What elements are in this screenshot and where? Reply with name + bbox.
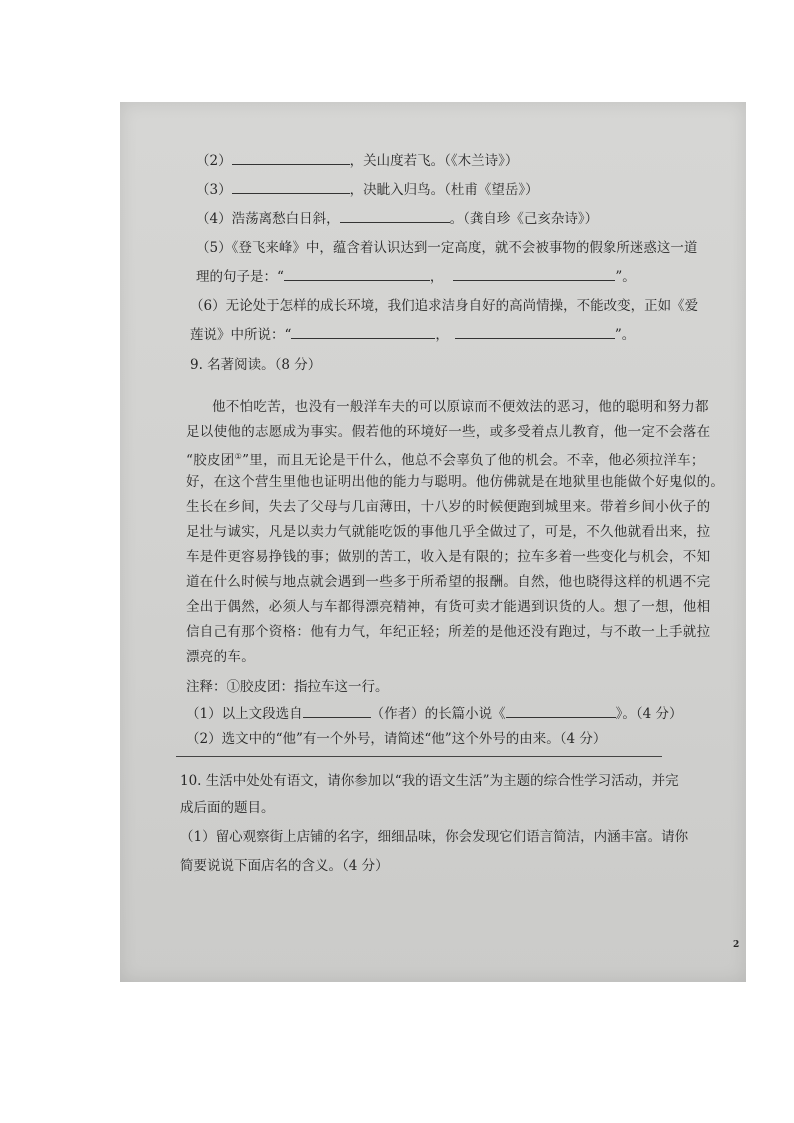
q4-tail: 。（龚自珍《己亥杂诗》） xyxy=(449,211,599,227)
author-blank[interactable] xyxy=(303,705,371,718)
q10-sub1-line-1: （1）留心观察街上店铺的名字，细细品味，你会发现它们语言简洁，内涵丰富。请你 xyxy=(180,829,689,845)
q5-end: ”。 xyxy=(615,269,636,285)
q9-sub1-mid: （作者）的长篇小说《 xyxy=(370,706,506,722)
q9-passage-line-9: 全出于偶然，必须人与车都得漂亮精神，有货可卖才能遇到识货的人。想了一想，他相 xyxy=(186,599,711,615)
term-jiaopituan: “胶皮团 xyxy=(186,452,235,469)
term-close: ” xyxy=(242,452,250,469)
q9-sub1-end: 》。（4 分） xyxy=(615,706,683,722)
q3-text: ，决眦入归鸟。（杜甫《望岳》） xyxy=(349,182,539,198)
q3-line xyxy=(196,181,539,199)
novel-title-blank[interactable] xyxy=(506,705,616,718)
q9-passage-line-11: 漂亮的车。 xyxy=(186,649,255,665)
q2-line xyxy=(196,152,518,170)
q6-blank-1[interactable] xyxy=(291,326,435,339)
q9-heading: 9. 名著阅读。（8 分） xyxy=(190,357,322,373)
footnote-mark: ① xyxy=(234,452,243,461)
q9-sub1-head: （1）以上文段选自 xyxy=(186,706,303,722)
q5-blank-2[interactable] xyxy=(453,268,615,281)
q4-head: （4）浩荡离愁白日斜， xyxy=(196,211,340,227)
q5-line-2 xyxy=(196,268,636,286)
q9-passage-line-1: 他不怕吃苦，也没有一般洋车夫的可以原谅而不便效法的恶习，他的聪明和努力都 xyxy=(212,399,709,415)
q9-passage-line-3 xyxy=(186,448,705,470)
q6-comma: ， xyxy=(435,327,449,343)
q2-text: ，关山度若飞。（《木兰诗》） xyxy=(349,153,519,169)
q3-number: （3） xyxy=(196,182,232,198)
answer-line[interactable] xyxy=(176,756,662,757)
q4-blank[interactable] xyxy=(340,210,450,223)
q2-number: （2） xyxy=(196,153,232,169)
q9-passage-line-2: 足以使他的志愿成为事实。假若他的环境好一些，或多受着点儿教育，他一定不会落在 xyxy=(186,424,711,440)
q6-head: 莲说》中所说：“ xyxy=(190,327,292,343)
q5-line-1: （5）《登飞来峰》中，蕴含着认识达到一定高度，就不会被事物的假象所迷惑这一道 xyxy=(196,240,698,256)
q6-line-1: （6）无论处于怎样的成长环境，我们追求洁身自好的高尚情操，不能改变，正如《爱 xyxy=(190,298,699,314)
page-number: 2 xyxy=(733,940,740,950)
q5-blank-1[interactable] xyxy=(284,268,430,281)
q9-note: 注释：①胶皮团：指拉车这一行。 xyxy=(186,679,389,695)
q9-passage-line-7: 车是件更容易挣钱的事；做别的苦工，收入是有限的；拉车多着一些变化与机会，不知 xyxy=(186,549,711,565)
q9-passage-line-8: 道在什么时候与地点就会遇到一些多于所希望的报酬。自然，他也晓得这样的机遇不完 xyxy=(186,574,711,590)
q5-comma: ， xyxy=(429,269,444,285)
q10-line-2: 成后面的题目。 xyxy=(180,800,275,816)
q9-passage-line-5: 生长在乡间，失去了父母与几亩薄田，十八岁的时候便跑到城里来。带着乡间小伙子的 xyxy=(186,499,711,515)
q5-head: 理的句子是：“ xyxy=(196,269,284,285)
q9-passage-line-4: 好，在这个营生里他也证明出他的能力与聪明。他仿佛就是在地狱里也能做个好鬼似的。 xyxy=(186,474,725,490)
q6-blank-2[interactable] xyxy=(455,326,615,339)
q9-sub1 xyxy=(186,705,682,723)
q10-sub1-line-2: 简要说说下面店名的含义。（4 分） xyxy=(180,858,389,874)
q9-passage-line-6: 足壮与诚实，凡是以卖力气就能吃饭的事他几乎全做过了，可是，不久他就看出来，拉 xyxy=(186,524,711,540)
q9-sub2: （2）选文中的“他”有一个外号，请简述“他”这个外号的由来。（4 分） xyxy=(186,731,607,747)
q4-line xyxy=(196,210,598,228)
q6-line-2 xyxy=(190,326,635,344)
q9-passage-line-10: 信自己有那个资格：他有力气，年纪正轻；所差的是他还没有跑过，与不敢一上手就拉 xyxy=(186,624,711,640)
passage-line-3-text: 里，而且无论是干什么，他总不会辜负了他的机会。不幸，他必须拉洋车； xyxy=(249,452,705,469)
q10-line-1: 10. 生活中处处有语文，请你参加以“我的语文生活”为主题的综合性学习活动，并完 xyxy=(180,773,679,789)
q6-end: ”。 xyxy=(614,327,636,343)
scanned-page xyxy=(120,102,746,982)
q2-blank[interactable] xyxy=(232,152,350,165)
q3-blank[interactable] xyxy=(232,181,350,194)
